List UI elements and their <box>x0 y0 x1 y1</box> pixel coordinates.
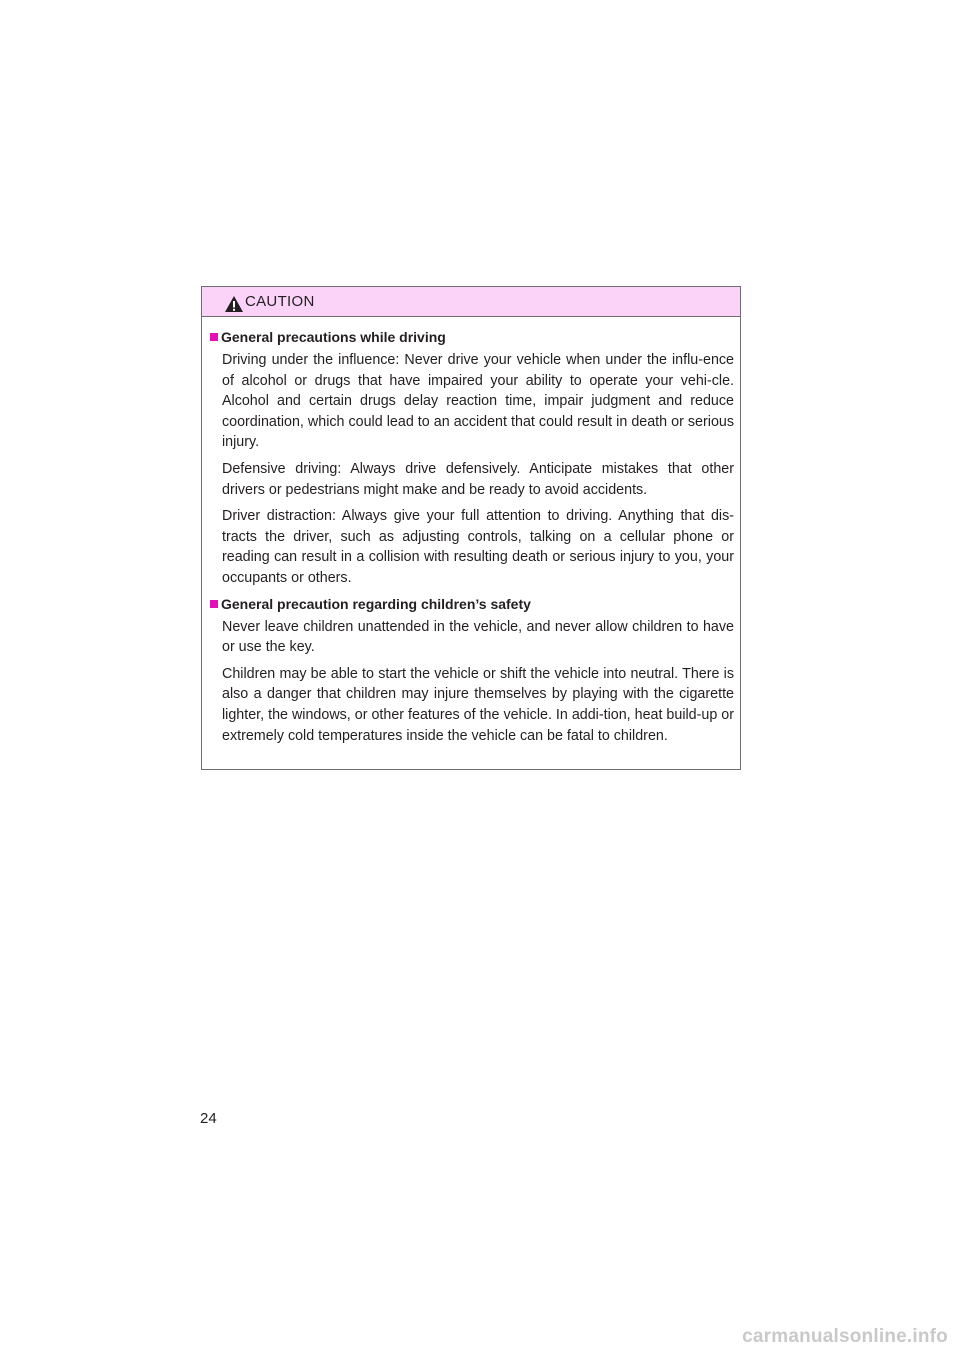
section-heading <box>210 328 734 346</box>
section-driving <box>210 328 734 589</box>
paragraph: Defensive driving: Always drive defensively. Anticipate mistakes that other drivers or pedestrians might make and be ready to avoid accidents. <box>222 460 734 498</box>
square-bullet-icon <box>210 600 218 608</box>
paragraph: Driving under the influence: Never drive your vehicle when under the influ-ence of alcohol or drugs that have impaired your ability to operate your vehi-cle. Alcohol and certain drugs delay reaction time, impair judgment and reduce coordination, which could lead to an accident that could result in death or serious injury. <box>222 352 734 451</box>
section-heading-text: General precautions while driving <box>221 329 446 345</box>
section-heading-text: General precaution regarding children’s safety <box>221 595 531 612</box>
warning-triangle-icon <box>224 295 244 313</box>
paragraph: Driver distraction: Always give your full attention to driving. Anything that dis-tracts the driver, such as adjusting controls, talking on a cellular phone or reading can result in a collision with resulting death or serious injury to you, your occupants or others. <box>222 508 734 586</box>
caution-title: CAUTION <box>245 293 315 310</box>
caution-body <box>202 317 740 746</box>
caution-header <box>202 287 740 317</box>
paragraph: Children may be able to start the vehicle or shift the vehicle into neutral. There is also a danger that children may injure themselves by playing with the cigarette lighter, the windows, or other features of the vehicle. In addi-tion, heat build-up or extremely cold temperatures inside the vehicle can be fatal to children. <box>222 665 734 744</box>
section-heading <box>210 595 734 613</box>
watermark: carmanualsonline.info <box>742 1326 948 1347</box>
square-bullet-icon <box>210 333 218 341</box>
page-number: 24 <box>200 1110 217 1127</box>
section-children <box>210 595 734 747</box>
caution-box <box>201 286 741 770</box>
paragraph: Never leave children unattended in the vehicle, and never allow children to have or use the key. <box>222 618 734 656</box>
